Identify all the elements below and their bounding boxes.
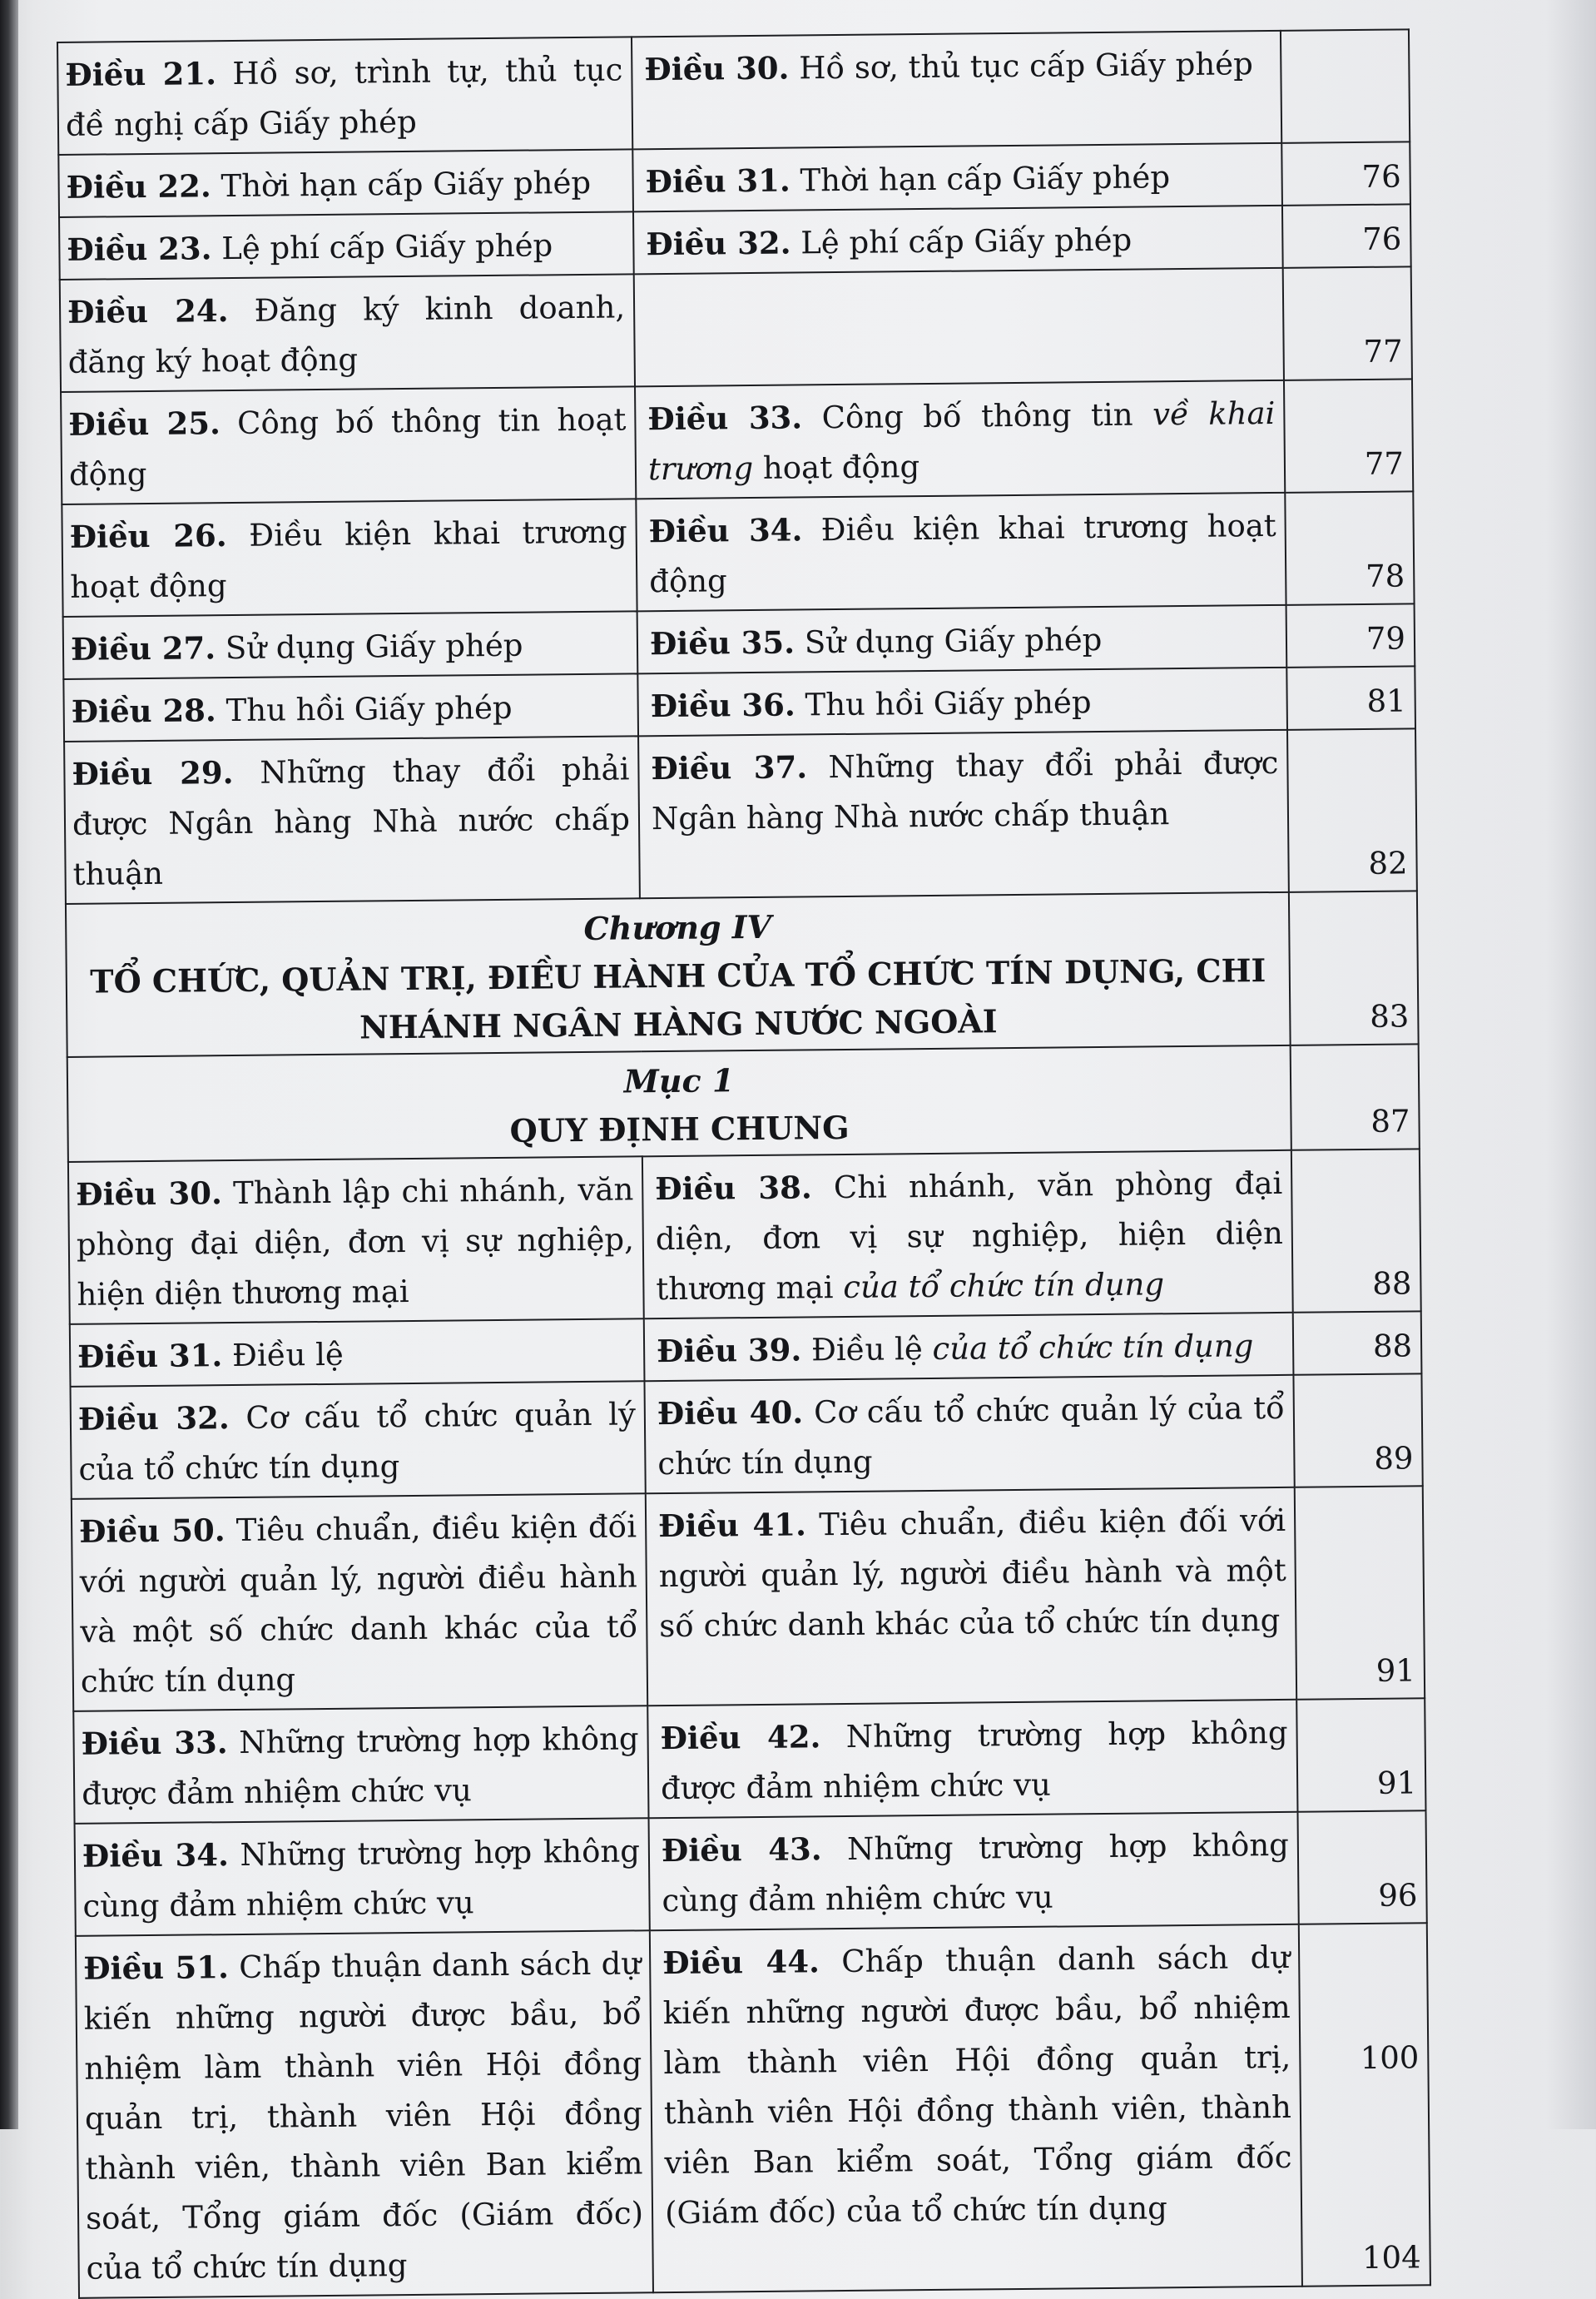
old-article-number: Điều 24.	[67, 292, 229, 330]
old-article-cell	[62, 499, 637, 617]
table-row	[62, 491, 1414, 617]
new-article-title: Hồ sơ, thủ tục cấp Giấy phép	[799, 46, 1253, 87]
new-article-cell	[633, 206, 1283, 274]
page-number-cell	[1286, 603, 1415, 667]
section-title: QUY ĐỊNH CHUNG	[509, 1108, 850, 1150]
new-article-cell	[650, 1924, 1302, 2292]
old-article-number: Điều 21.	[65, 55, 217, 93]
new-article-number: Điều 42.	[660, 1718, 821, 1757]
table-row	[75, 1810, 1427, 1936]
old-article-title: Cơ cấu tổ chức quản lý của tổ chức tín dụng	[78, 1396, 637, 1487]
page-number: 88	[1372, 1328, 1413, 1364]
old-article-title: Điều lệ	[231, 1336, 344, 1374]
new-article-cell	[634, 268, 1284, 386]
old-article-number: Điều 51.	[83, 1949, 230, 1987]
new-article-number: Điều 37.	[651, 748, 808, 787]
page-number: 82	[1368, 845, 1408, 881]
page-number-cell	[1283, 266, 1412, 380]
new-article-cell	[646, 1487, 1296, 1706]
old-article-number: Điều 25.	[68, 405, 221, 443]
page-number: 104	[1361, 2239, 1421, 2277]
new-article-title: Những thay đổi phải được Ngân hàng Nhà nước chấp thuận	[651, 744, 1279, 837]
page-number: 87	[1370, 1103, 1410, 1140]
page-number-cell	[1299, 1923, 1430, 2286]
new-article-title: Công bố thông tin	[821, 396, 1133, 436]
old-article-cell	[72, 1493, 647, 1711]
page-number: 88	[1372, 1265, 1412, 1302]
page-number: 78	[1365, 558, 1405, 594]
new-article-cell	[649, 1812, 1299, 1930]
new-article-title: Cơ cấu tổ chức quản lý của tổ chức tín dụng	[657, 1389, 1286, 1482]
new-article-number: Điều 44.	[662, 1943, 820, 1982]
old-article-number: Điều 23.	[67, 230, 212, 268]
old-article-cell	[68, 1156, 644, 1324]
old-article-cell	[58, 149, 633, 217]
page-number: 76	[1362, 221, 1402, 257]
new-article-number: Điều 39.	[656, 1331, 802, 1370]
old-article-number: Điều 29.	[72, 754, 234, 792]
chapter-row	[66, 891, 1419, 1057]
old-article-title: Đăng ký kinh doanh, đăng ký hoạt động	[67, 289, 626, 380]
page-edge-shadow	[1546, 0, 1596, 2129]
old-article-number: Điều 31.	[77, 1337, 223, 1375]
new-article-title-italic: của tổ chức tín dụng	[932, 1328, 1254, 1367]
page-number: 100	[1360, 2039, 1420, 2077]
page-number: 77	[1363, 333, 1403, 370]
new-article-title: Thời hạn cấp Giấy phép	[800, 159, 1171, 199]
chapter-heading-cell	[66, 892, 1291, 1057]
table-row	[64, 728, 1417, 904]
old-article-title: Thời hạn cấp Giấy phép	[221, 164, 592, 205]
new-article-number: Điều 43.	[661, 1830, 822, 1869]
new-article-title: Điều lệ	[810, 1331, 923, 1368]
chapter-label: Chương IV	[583, 907, 772, 947]
old-article-title: Lệ phí cấp Giấy phép	[221, 227, 553, 267]
page-number-cell	[1289, 891, 1419, 1045]
old-article-number: Điều 22.	[66, 167, 211, 206]
old-article-cell	[57, 37, 632, 155]
new-article-number: Điều 32.	[646, 224, 791, 263]
old-article-number: Điều 50.	[78, 1512, 226, 1550]
new-article-title: Chấp thuận danh sách dự kiến những người được bầu, bổ nhiệm làm thành viên Hội đồng quản trị, thành viên Hội đồng thành viên, thành viên Ban kiểm soát, Tổng giám đốc (Giám đốc) của tổ chức tín dụng	[662, 1939, 1292, 2232]
old-article-title: Sử dụng Giấy phép	[225, 627, 523, 667]
section-row	[67, 1044, 1420, 1162]
chapter-title: TỔ CHỨC, QUẢN TRỊ, ĐIỀU HÀNH CỦA TỔ CHỨC TÍN DỤNG, CHI NHÁNH NGÂN HÀNG NƯỚC NGOÀI	[90, 951, 1266, 1046]
new-article-title: Những trường hợp không được đảm nhiệm chức vụ	[660, 1714, 1288, 1807]
old-article-number: Điều 28.	[71, 692, 217, 730]
old-article-title: Chấp thuận danh sách dự kiến những người được bầu, bổ nhiệm làm thành viên Hội đồng quản trị, thành viên Hội đồng thành viên, thành viên Ban kiểm soát, Tổng giám đốc (Giám đốc) của tổ chức tín dụng	[83, 1945, 644, 2287]
new-article-cell	[632, 143, 1282, 211]
old-article-cell	[70, 1318, 645, 1387]
page-number: 83	[1370, 998, 1410, 1035]
old-article-cell	[73, 1706, 648, 1824]
new-article-cell	[644, 1313, 1294, 1381]
page-number-cell	[1293, 1311, 1422, 1374]
page-number: 81	[1366, 683, 1406, 719]
new-article-cell	[635, 380, 1285, 499]
old-article-number: Điều 27.	[70, 629, 216, 668]
new-article-title: Những trường hợp không cùng đảm nhiệm chức vụ	[662, 1826, 1290, 1919]
page-number-cell	[1295, 1486, 1425, 1699]
new-article-cell	[637, 668, 1287, 736]
table-row	[76, 1923, 1430, 2298]
toc-comparison-table	[57, 28, 1431, 2298]
new-article-title: Tiêu chuẩn, điều kiện đối với người quản lý, người điều hành và một số chức danh khác của tổ chức tín dụng	[658, 1502, 1286, 1645]
new-article-number: Điều 38.	[655, 1169, 812, 1208]
page-number-cell	[1291, 1149, 1421, 1312]
new-article-cell	[636, 493, 1286, 611]
old-article-title: Công bố thông tin hoạt động	[68, 401, 627, 493]
section-heading-cell	[67, 1045, 1291, 1162]
old-article-title: Những thay đổi phải được Ngân hàng Nhà nước chấp thuận	[72, 751, 631, 892]
table-row	[61, 379, 1413, 504]
old-article-cell	[75, 1818, 650, 1936]
old-article-title: Điều kiện khai trương hoạt động	[70, 514, 627, 605]
new-article-number: Điều 34.	[648, 511, 803, 550]
new-article-number: Điều 41.	[657, 1506, 807, 1545]
page-number-cell	[1286, 666, 1415, 729]
page-number: 79	[1366, 620, 1406, 657]
table-row	[68, 1149, 1421, 1324]
old-article-title: Thành lập chi nhánh, văn phòng đại diện, đơn vị sự nghiệp, hiện diện thương mại	[76, 1171, 635, 1313]
old-article-cell	[71, 1381, 646, 1499]
new-article-title-end: hoạt động	[762, 449, 920, 486]
old-article-cell	[63, 611, 638, 679]
old-article-title: Những trường hợp không được đảm nhiệm chức vụ	[82, 1721, 639, 1812]
new-article-title: Điều kiện khai trương hoạt động	[649, 507, 1276, 600]
new-article-cell	[638, 730, 1289, 898]
old-article-number: Điều 26.	[69, 517, 227, 555]
old-article-cell	[61, 386, 636, 504]
page-number: 91	[1376, 1765, 1417, 1801]
page-number-cell	[1281, 142, 1410, 205]
new-article-title: Lệ phí cấp Giấy phép	[800, 221, 1133, 261]
new-article-cell	[642, 1150, 1293, 1318]
old-article-cell	[60, 274, 635, 392]
section-label: Mục 1	[623, 1061, 735, 1100]
old-article-number: Điều 30.	[76, 1174, 223, 1213]
page-number-cell	[1293, 1373, 1422, 1487]
page-number: 76	[1361, 158, 1401, 195]
page-number-cell	[1285, 491, 1414, 604]
table-row	[71, 1373, 1423, 1499]
new-article-title: Chi nhánh, văn phòng đại diện, đơn vị sự nghiệp, hiện diện thương mại	[655, 1164, 1284, 1308]
table-row	[72, 1486, 1425, 1711]
new-article-title: Thu hồi Giấy phép	[805, 684, 1092, 723]
new-article-cell	[647, 1700, 1297, 1818]
page-number-cell	[1291, 1044, 1420, 1150]
old-article-number: Điều 32.	[77, 1399, 230, 1437]
new-article-title-italic: của tổ chức tín dụng	[843, 1266, 1165, 1305]
new-article-title-italic: về khai trương	[647, 395, 1276, 488]
new-article-cell	[637, 605, 1287, 673]
old-article-cell	[63, 673, 638, 742]
page-number-cell	[1281, 29, 1410, 142]
new-article-number: Điều 36.	[650, 686, 796, 725]
old-article-title: Tiêu chuẩn, điều kiện đối với người quản lý, người điều hành và một số chức danh khác của tổ chức tín dụng	[79, 1508, 638, 1700]
old-article-number: Điều 34.	[82, 1836, 230, 1874]
page-number-cell	[1297, 1810, 1426, 1924]
old-article-cell	[76, 1930, 653, 2298]
page-number-cell	[1284, 379, 1413, 492]
old-article-title: Những trường hợp không cùng đảm nhiệm chức vụ	[82, 1833, 641, 1924]
old-article-title: Thu hồi Giấy phép	[226, 689, 513, 729]
old-article-cell	[64, 736, 640, 904]
page-number: 89	[1374, 1440, 1414, 1477]
new-article-title: Sử dụng Giấy phép	[804, 621, 1103, 661]
new-article-number: Điều 40.	[657, 1393, 804, 1433]
old-article-number: Điều 33.	[81, 1724, 228, 1762]
page-number: 96	[1378, 1877, 1418, 1914]
table-row	[57, 29, 1410, 155]
new-article-number: Điều 33.	[647, 399, 803, 438]
book-binding-shadow	[0, 0, 18, 2129]
old-article-title: Hồ sơ, trình tự, thủ tục đề nghị cấp Giấy phép	[65, 52, 623, 143]
page-number-cell	[1296, 1698, 1425, 1811]
new-article-number: Điều 31.	[645, 161, 791, 201]
table-row	[60, 266, 1412, 392]
new-article-cell	[632, 31, 1281, 149]
new-article-cell	[644, 1375, 1294, 1493]
new-article-number: Điều 30.	[644, 49, 790, 88]
page-number: 77	[1364, 445, 1405, 482]
new-article-number: Điều 35.	[649, 623, 796, 663]
page-number-cell	[1287, 728, 1417, 891]
page-number-cell	[1282, 204, 1411, 267]
old-article-cell	[59, 211, 634, 280]
table-row	[73, 1698, 1425, 1824]
page-number: 91	[1375, 1652, 1416, 1689]
